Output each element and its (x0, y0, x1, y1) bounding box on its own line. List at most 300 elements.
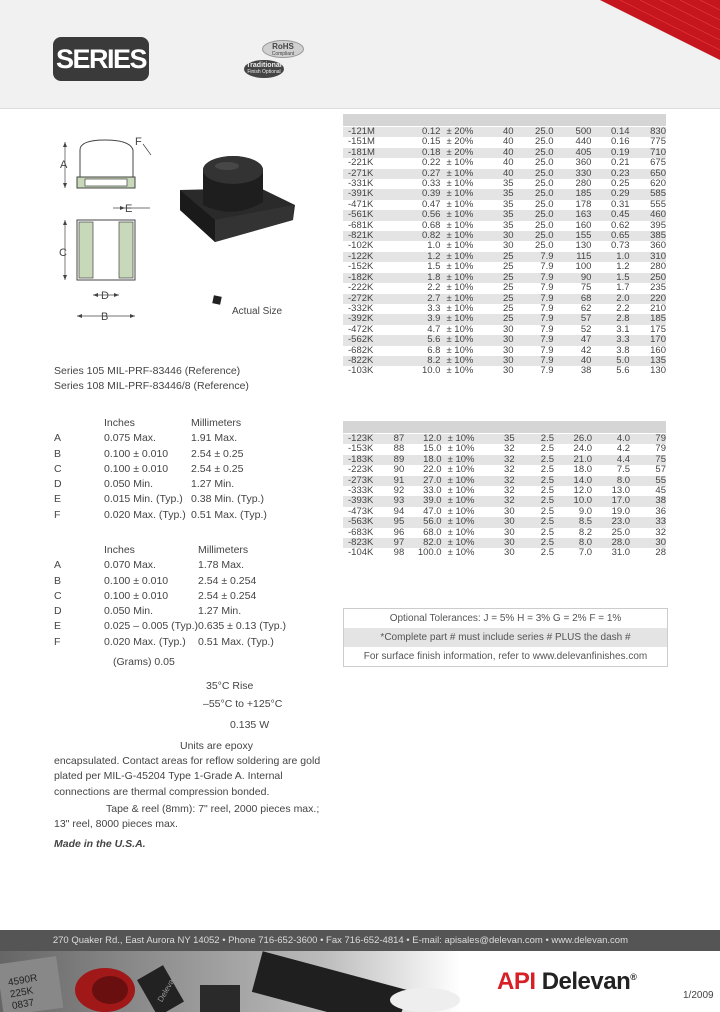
dims-row (54, 462, 267, 477)
cell-inductance: 1.0 (409, 241, 441, 251)
electrical-table-105 (343, 127, 666, 377)
cell-q-min: 30 (486, 528, 514, 538)
cell-srf-min: 8.5 (554, 517, 592, 527)
cell-srf-min: 405 (554, 148, 592, 158)
current-rating-spec: 35°C Rise (206, 680, 254, 692)
table-row (343, 548, 666, 558)
cell-current-rating: 830 (634, 127, 666, 137)
component-photo (175, 150, 300, 245)
dims-mm: 1.27 Min. (191, 478, 235, 491)
rohs-sub: Compliant (271, 51, 295, 57)
dims-row (54, 574, 286, 589)
cell-dcr-max: 0.23 (591, 169, 633, 179)
cell-part-number: -121M (343, 127, 389, 137)
cell-test-freq: 7.9 (514, 304, 554, 314)
cell-part-number: -123K (343, 434, 388, 444)
cell-current-rating: 175 (634, 325, 666, 335)
dims-header-mm: Millimeters (191, 417, 242, 429)
construction-line-4: connections are thermal compression bonded. (54, 785, 270, 798)
cell-part-number: -683K (343, 528, 388, 538)
cell-part-number: -151M (343, 137, 389, 147)
cell-test-freq: 2.5 (515, 476, 554, 486)
cell-dcr-max: 23.0 (592, 517, 634, 527)
cell-q-min: 35 (485, 210, 513, 220)
cell-current-rating: 620 (634, 179, 666, 189)
cell-mil-dash (389, 200, 409, 210)
cell-dcr-max: 0.45 (591, 210, 633, 220)
cell-mil-dash: 93 (388, 496, 409, 506)
dims-mm: 2.54 ± 0.25 (191, 447, 244, 460)
cell-dcr-max: 5.6 (591, 366, 633, 376)
cell-test-freq: 7.9 (514, 346, 554, 356)
cell-mil-dash (389, 169, 409, 179)
cell-dcr-max: 13.0 (592, 486, 634, 496)
cell-mil-dash (389, 158, 409, 168)
cell-dcr-max: 0.62 (591, 221, 633, 231)
table2-header-bar (343, 421, 666, 433)
dims-mm: 2.54 ± 0.25 (191, 462, 244, 475)
cell-srf-min: 21.0 (554, 455, 592, 465)
cell-inductance: 100.0 (409, 548, 441, 558)
cell-q-min: 35 (485, 179, 513, 189)
cell-current-rating: 280 (634, 262, 666, 272)
cell-dcr-max: 0.19 (591, 148, 633, 158)
cell-part-number: -104K (343, 548, 388, 558)
dims-inches: 0.020 Max. (Typ.) (104, 508, 186, 521)
cell-dcr-max: 1.2 (591, 262, 633, 272)
cell-current-rating: 210 (634, 304, 666, 314)
cell-part-number: -183K (343, 455, 388, 465)
cell-srf-min: 14.0 (554, 476, 592, 486)
cell-srf-min: 57 (554, 314, 592, 324)
cell-srf-min: 280 (554, 179, 592, 189)
photo-marking-1: 4590R (7, 972, 39, 989)
actual-size-part (212, 295, 221, 304)
cell-test-freq: 25.0 (514, 200, 554, 210)
dims-letter: B (54, 574, 62, 587)
api-delevan-logo (497, 968, 636, 996)
cell-q-min: 30 (485, 325, 513, 335)
cell-inductance: 3.9 (409, 314, 441, 324)
dims-letter: C (54, 462, 62, 475)
cell-mil-dash (389, 346, 409, 356)
cell-tolerance: ± 10% (442, 528, 487, 538)
cell-q-min: 35 (485, 221, 513, 231)
cell-part-number: -392K (343, 314, 389, 324)
cell-dcr-max: 25.0 (592, 528, 634, 538)
cell-current-rating: 160 (634, 346, 666, 356)
cell-inductance: 12.0 (409, 434, 441, 444)
cell-srf-min: 10.0 (554, 496, 592, 506)
cell-inductance: 0.47 (409, 200, 441, 210)
cell-current-rating: 135 (634, 356, 666, 366)
cell-mil-dash: 88 (388, 444, 409, 454)
traditional-label: Traditional (246, 62, 282, 69)
dims-header-mm: Millimeters (197, 544, 249, 556)
cell-test-freq: 25.0 (514, 189, 554, 199)
dimensions-table-105 (54, 416, 267, 523)
photo-marking-4: Delevan (155, 973, 179, 1004)
cell-q-min: 30 (486, 507, 514, 517)
cell-dcr-max: 1.7 (591, 283, 633, 293)
cell-part-number: -393K (343, 496, 388, 506)
cell-tolerance: ± 10% (440, 221, 485, 231)
cell-srf-min: 40 (554, 356, 592, 366)
cell-q-min: 25 (485, 252, 513, 262)
cell-srf-min: 90 (554, 273, 592, 283)
cell-tolerance: ± 10% (442, 496, 487, 506)
cell-srf-min: 160 (554, 221, 592, 231)
cell-mil-dash: 98 (388, 548, 409, 558)
cell-part-number: -272K (343, 294, 389, 304)
dims-inches: 0.070 Max. (104, 559, 156, 572)
cell-inductance: 2.2 (409, 283, 441, 293)
cell-srf-min: 155 (554, 231, 592, 241)
cell-srf-min: 8.0 (554, 538, 592, 548)
cell-test-freq: 7.9 (514, 325, 554, 335)
cell-inductance: 15.0 (409, 444, 441, 454)
cell-inductance: 0.12 (409, 127, 441, 137)
electrical-table-108 (343, 434, 666, 559)
cell-dcr-max: 2.0 (591, 294, 633, 304)
cell-test-freq: 25.0 (514, 148, 554, 158)
cell-tolerance: ± 10% (440, 262, 485, 272)
cell-tolerance: ± 20% (440, 137, 485, 147)
cell-current-rating: 75 (634, 455, 666, 465)
dims-row (54, 635, 286, 650)
dims-letter: D (54, 605, 62, 618)
dims-inches: 0.100 ± 0.010 (104, 574, 169, 587)
dims-letter: B (54, 447, 62, 460)
cell-srf-min: 47 (554, 335, 592, 345)
cell-q-min: 32 (486, 486, 514, 496)
red-corner-texture (600, 0, 720, 60)
cell-tolerance: ± 20% (440, 127, 485, 137)
cell-inductance: 8.2 (409, 356, 441, 366)
cell-test-freq: 25.0 (514, 221, 554, 231)
table-row (343, 335, 666, 345)
cell-current-rating: 130 (634, 366, 666, 376)
cell-srf-min: 38 (554, 366, 592, 376)
cell-srf-min: 62 (554, 304, 592, 314)
cell-mil-dash (389, 304, 409, 314)
dims-inches: 0.075 Max. (104, 432, 156, 445)
dims-inches: 0.015 Min. (Typ.) (104, 493, 183, 506)
cell-part-number: -823K (343, 538, 388, 548)
dims-header-row (54, 543, 286, 558)
photo-marking-2: 225K (9, 985, 35, 1001)
cell-q-min: 40 (485, 137, 513, 147)
dims-inches: 0.020 Max. (Typ.) (104, 635, 186, 648)
cell-mil-dash: 97 (388, 538, 409, 548)
cell-inductance: 10.0 (409, 366, 441, 376)
cell-inductance: 1.5 (409, 262, 441, 272)
cell-part-number: -182K (343, 273, 389, 283)
cell-current-rating: 385 (634, 231, 666, 241)
cell-q-min: 40 (485, 158, 513, 168)
dims-header-inches: Inches (104, 544, 135, 556)
cell-current-rating: 460 (634, 210, 666, 220)
cell-mil-dash: 91 (388, 476, 409, 486)
dims-inches: 0.100 ± 0.010 (104, 589, 169, 602)
cell-tolerance: ± 10% (440, 294, 485, 304)
cell-current-rating: 650 (634, 169, 666, 179)
dims-letter: C (54, 589, 62, 602)
cell-current-rating: 250 (634, 273, 666, 283)
cell-current-rating: 185 (634, 314, 666, 324)
cell-inductance: 18.0 (409, 455, 441, 465)
cell-test-freq: 7.9 (514, 335, 554, 345)
cell-part-number: -222K (343, 283, 389, 293)
cell-q-min: 30 (486, 548, 514, 558)
cell-q-min: 32 (486, 476, 514, 486)
part-number-note: *Complete part # must include series # PLUS the dash # (344, 628, 667, 647)
cell-q-min: 25 (485, 294, 513, 304)
cell-test-freq: 7.9 (514, 314, 554, 324)
dims-row (54, 492, 267, 507)
dims-letter: E (54, 620, 62, 633)
dim-label-b: B (101, 311, 109, 323)
dims-inches: 0.100 ± 0.010 (104, 447, 169, 460)
dims-header-row (54, 416, 267, 431)
cell-srf-min: 440 (554, 137, 592, 147)
cell-test-freq: 25.0 (514, 169, 554, 179)
dim-label-d: D (101, 290, 109, 302)
dims-mm: 1.27 Min. (197, 605, 242, 618)
cell-test-freq: 25.0 (514, 158, 554, 168)
actual-size-label: Actual Size (232, 306, 283, 317)
cell-srf-min: 500 (554, 127, 592, 137)
dim-label-a: A (60, 159, 68, 171)
cell-q-min: 32 (486, 455, 514, 465)
cell-test-freq: 2.5 (515, 528, 554, 538)
dims-letter: D (54, 478, 62, 491)
photo-marking-3: 0837 (11, 997, 36, 1012)
cell-inductance: 22.0 (409, 465, 441, 475)
dims-row (54, 447, 267, 462)
cell-q-min: 30 (486, 538, 514, 548)
cell-dcr-max: 4.2 (592, 444, 634, 454)
dims-letter: A (54, 559, 62, 572)
cell-inductance: 0.33 (409, 179, 441, 189)
dims-mm: 2.54 ± 0.254 (197, 589, 257, 602)
cell-dcr-max: 3.3 (591, 335, 633, 345)
weight-spec: (Grams) 0.05 (113, 656, 175, 668)
cell-current-rating: 32 (634, 528, 666, 538)
cell-q-min: 32 (486, 465, 514, 475)
optional-tolerances: Optional Tolerances: J = 5% H = 3% G = 2% F = 1% (389, 613, 622, 624)
cell-tolerance: ± 10% (442, 434, 487, 444)
packaging-line-2: 13" reel, 8000 pieces max. (54, 818, 178, 831)
dim-label-f: F (135, 136, 142, 148)
cell-current-rating: 360 (634, 241, 666, 251)
cell-dcr-max: 0.29 (591, 189, 633, 199)
cell-q-min: 25 (485, 262, 513, 272)
reference-108: Series 108 MIL-PRF-83446/8 (Reference) (54, 380, 249, 392)
cell-dcr-max: 2.8 (591, 314, 633, 324)
cell-current-rating: 57 (634, 465, 666, 475)
cell-q-min: 35 (485, 189, 513, 199)
cell-part-number: -102K (343, 241, 389, 251)
cell-dcr-max: 0.25 (591, 179, 633, 189)
cell-inductance: 39.0 (409, 496, 441, 506)
traditional-finish-logo (244, 60, 284, 78)
cell-current-rating: 675 (634, 158, 666, 168)
cell-inductance: 47.0 (409, 507, 441, 517)
cell-tolerance: ± 10% (440, 241, 485, 251)
cell-tolerance: ± 10% (440, 335, 485, 345)
cell-test-freq: 2.5 (515, 455, 554, 465)
dims-row (54, 558, 286, 573)
cell-part-number: -562K (343, 335, 389, 345)
cell-test-freq: 25.0 (514, 210, 554, 220)
cell-tolerance: ± 10% (440, 252, 485, 262)
cell-current-rating: 79 (634, 434, 666, 444)
cell-inductance: 3.3 (409, 304, 441, 314)
cell-inductance: 33.0 (409, 486, 441, 496)
cell-test-freq: 2.5 (515, 496, 554, 506)
cell-mil-dash (389, 335, 409, 345)
cell-srf-min: 360 (554, 158, 592, 168)
cell-tolerance: ± 10% (440, 283, 485, 293)
cell-mil-dash (389, 231, 409, 241)
cell-dcr-max: 4.0 (592, 434, 634, 444)
dimensions-table-108 (54, 543, 286, 650)
cell-dcr-max: 0.21 (591, 158, 633, 168)
cell-tolerance: ± 10% (440, 158, 485, 168)
cell-inductance: 56.0 (409, 517, 441, 527)
cell-dcr-max: 1.0 (591, 252, 633, 262)
cell-tolerance: ± 10% (440, 210, 485, 220)
cell-mil-dash: 95 (388, 517, 409, 527)
cell-part-number: -472K (343, 325, 389, 335)
cell-tolerance: ± 10% (440, 179, 485, 189)
cell-dcr-max: 8.0 (592, 476, 634, 486)
dims-inches: 0.025 – 0.005 (Typ.) (104, 620, 198, 633)
cell-q-min: 30 (485, 335, 513, 345)
table1-header-bar (343, 114, 666, 126)
construction-line-1: Units are epoxy (180, 740, 253, 752)
cell-dcr-max: 0.14 (591, 127, 633, 137)
cell-inductance: 0.82 (409, 231, 441, 241)
dim-label-e: E (125, 203, 133, 215)
cell-mil-dash (389, 273, 409, 283)
cell-srf-min: 9.0 (554, 507, 592, 517)
surface-finish-note: For surface finish information, refer to www.delevanfinishes.com (363, 651, 648, 662)
dims-mm: 0.635 ± 0.13 (Typ.) (197, 620, 287, 633)
cell-dcr-max: 1.5 (591, 273, 633, 283)
dimension-diagram (55, 130, 165, 330)
cell-part-number: -391K (343, 189, 389, 199)
cell-srf-min: 26.0 (554, 434, 592, 444)
cell-part-number: -682K (343, 346, 389, 356)
cell-dcr-max: 0.31 (591, 200, 633, 210)
cell-inductance: 6.8 (409, 346, 441, 356)
cell-tolerance: ± 20% (440, 148, 485, 158)
cell-dcr-max: 19.0 (592, 507, 634, 517)
cell-test-freq: 7.9 (514, 294, 554, 304)
cell-dcr-max: 5.0 (591, 356, 633, 366)
cell-test-freq: 7.9 (514, 252, 554, 262)
cell-dcr-max: 17.0 (592, 496, 634, 506)
cell-q-min: 30 (485, 241, 513, 251)
cell-tolerance: ± 10% (442, 476, 487, 486)
cell-inductance: 0.68 (409, 221, 441, 231)
dims-row (54, 589, 286, 604)
cell-tolerance: ± 10% (442, 455, 487, 465)
cell-inductance: 27.0 (409, 476, 441, 486)
logo-registered: ® (630, 972, 637, 982)
info-box (343, 608, 668, 667)
cell-tolerance: ± 10% (440, 169, 485, 179)
cell-q-min: 32 (486, 444, 514, 454)
construction-line-3: plated per MIL-G-45204 Type 1-Grade A. Internal (54, 770, 283, 783)
cell-part-number: -221K (343, 158, 389, 168)
cell-tolerance: ± 10% (442, 548, 487, 558)
cell-srf-min: 18.0 (554, 465, 592, 475)
cell-inductance: 0.56 (409, 210, 441, 220)
cell-test-freq: 2.5 (515, 517, 554, 527)
cell-part-number: -271K (343, 169, 389, 179)
cell-current-rating: 220 (634, 294, 666, 304)
table-row (343, 366, 666, 376)
cell-part-number: -561K (343, 210, 389, 220)
cell-dcr-max: 0.73 (591, 241, 633, 251)
dims-inches: 0.050 Min. (104, 478, 154, 491)
cell-dcr-max: 0.16 (591, 137, 633, 147)
cell-part-number: -152K (343, 262, 389, 272)
cell-mil-dash (389, 210, 409, 220)
cell-srf-min: 8.2 (554, 528, 592, 538)
cell-mil-dash (389, 283, 409, 293)
cell-srf-min: 52 (554, 325, 592, 335)
cell-srf-min: 7.0 (554, 548, 592, 558)
dims-mm: 1.91 Max. (191, 432, 238, 445)
cell-test-freq: 25.0 (514, 241, 554, 251)
logo-api: API (497, 968, 536, 995)
cell-test-freq: 2.5 (515, 465, 554, 475)
cell-inductance: 1.8 (409, 273, 441, 283)
cell-q-min: 25 (485, 283, 513, 293)
cell-test-freq: 25.0 (514, 127, 554, 137)
cell-mil-dash (389, 179, 409, 189)
cell-current-rating: 710 (634, 148, 666, 158)
traditional-sub: Finish Optional (247, 69, 281, 75)
cell-q-min: 30 (486, 517, 514, 527)
cell-q-min: 25 (485, 304, 513, 314)
cell-mil-dash (389, 127, 409, 137)
cell-inductance: 2.7 (409, 294, 441, 304)
cell-mil-dash (389, 241, 409, 251)
cell-mil-dash: 94 (388, 507, 409, 517)
cell-current-rating: 28 (634, 548, 666, 558)
cell-current-rating: 30 (634, 538, 666, 548)
cell-inductance: 0.22 (409, 158, 441, 168)
dims-row (54, 604, 286, 619)
cell-tolerance: ± 10% (440, 200, 485, 210)
cell-inductance: 0.15 (409, 137, 441, 147)
cell-part-number: -181M (343, 148, 389, 158)
cell-srf-min: 100 (554, 262, 592, 272)
cell-dcr-max: 0.65 (591, 231, 633, 241)
cell-current-rating: 33 (634, 517, 666, 527)
cell-srf-min: 330 (554, 169, 592, 179)
cell-current-rating: 585 (634, 189, 666, 199)
cell-q-min: 40 (485, 169, 513, 179)
cell-mil-dash (389, 148, 409, 158)
cell-tolerance: ± 10% (442, 465, 487, 475)
cell-tolerance: ± 10% (442, 507, 487, 517)
